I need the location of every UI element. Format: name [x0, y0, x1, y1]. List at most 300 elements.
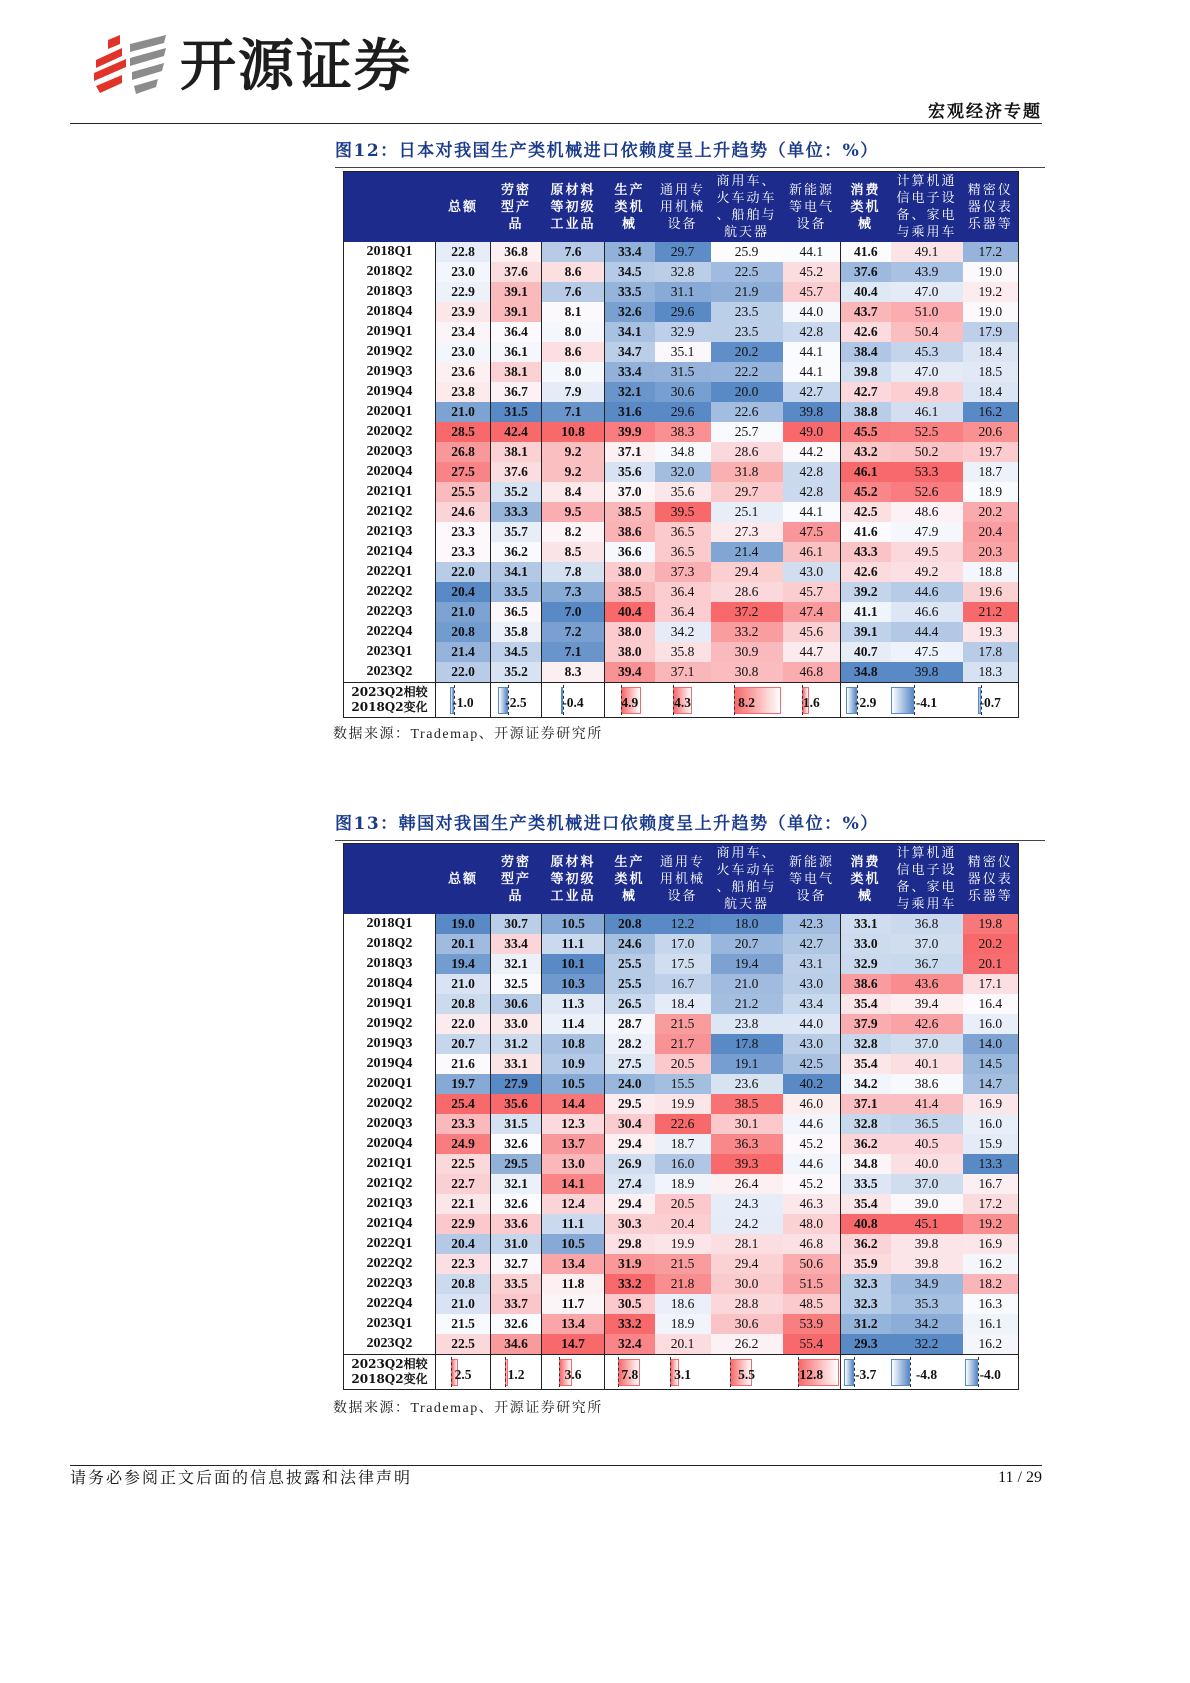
row-label: 2018Q3	[344, 954, 436, 974]
heatmap-cell: 36.5	[491, 602, 542, 622]
heatmap-cell: 42.6	[841, 562, 891, 582]
heatmap-cell: 13.3	[963, 1154, 1019, 1174]
heatmap-cell: 35.4	[841, 994, 891, 1014]
heatmap-cell: 35.2	[491, 482, 542, 502]
heatmap-cell: 42.7	[841, 382, 891, 402]
table-row	[344, 914, 1019, 934]
heatmap-cell: 36.4	[655, 582, 711, 602]
heatmap-cell: 45.7	[783, 582, 841, 602]
heatmap-cell: 53.9	[783, 1314, 841, 1334]
column-header-line: 类机	[850, 199, 881, 215]
heatmap-cell: 21.5	[655, 1254, 711, 1274]
heatmap-cell: 21.9	[711, 282, 783, 302]
change-cell	[655, 1355, 711, 1390]
change-cell	[436, 683, 491, 718]
change-cell	[605, 1355, 655, 1390]
change-value: -3.7	[855, 1367, 877, 1382]
change-cell	[542, 683, 605, 718]
heatmap-cell: 31.6	[605, 402, 655, 422]
column-header-line: 总额	[447, 199, 478, 215]
heatmap-cell: 27.4	[605, 1174, 655, 1194]
heatmap-cell: 7.2	[542, 622, 605, 642]
column-header-line: 类机	[850, 871, 881, 887]
row-label: 2020Q2	[344, 1094, 436, 1114]
heatmap-cell: 47.0	[891, 282, 963, 302]
table-row	[344, 1074, 1019, 1094]
heatmap-cell: 38.5	[605, 582, 655, 602]
column-header	[605, 844, 655, 915]
table-row	[344, 1294, 1019, 1314]
heatmap-cell: 35.6	[605, 462, 655, 482]
table-row	[344, 522, 1019, 542]
heatmap-cell: 32.8	[841, 1034, 891, 1054]
change-cell	[491, 683, 542, 718]
heatmap-cell: 35.4	[841, 1054, 891, 1074]
heatmap-cell: 12.3	[542, 1114, 605, 1134]
heatmap-cell: 23.6	[711, 1074, 783, 1094]
heatmap-cell: 34.6	[491, 1334, 542, 1355]
row-label: 2021Q4	[344, 542, 436, 562]
heatmap-cell: 36.2	[841, 1134, 891, 1154]
heatmap-cell: 34.5	[605, 262, 655, 282]
column-header	[542, 172, 605, 243]
heatmap-cell: 44.0	[783, 1014, 841, 1034]
heatmap-cell: 40.2	[783, 1074, 841, 1094]
heatmap-cell: 29.7	[711, 482, 783, 502]
heatmap-cell: 47.9	[891, 522, 963, 542]
row-label: 2022Q1	[344, 562, 436, 582]
brand-name: 开源证券	[180, 34, 412, 99]
change-label-line: 2023Q2相较	[351, 1357, 428, 1371]
table-row	[344, 1234, 1019, 1254]
heatmap-cell: 30.3	[605, 1214, 655, 1234]
heatmap-cell: 30.9	[711, 642, 783, 662]
heatmap-cell: 23.8	[436, 382, 491, 402]
heatmap-cell: 51.5	[783, 1274, 841, 1294]
heatmap-cell: 30.1	[711, 1114, 783, 1134]
heatmap-cell: 34.2	[891, 1314, 963, 1334]
table-row	[344, 362, 1019, 382]
heatmap-cell: 34.1	[491, 562, 542, 582]
heatmap-cell: 24.9	[436, 1134, 491, 1154]
heatmap-cell: 32.9	[841, 954, 891, 974]
change-cell	[783, 683, 841, 718]
heatmap-cell: 39.4	[891, 994, 963, 1014]
heatmap-cell: 30.8	[711, 662, 783, 683]
column-header	[891, 844, 963, 915]
heatmap-cell: 21.0	[436, 1294, 491, 1314]
heatmap-cell: 42.5	[783, 1054, 841, 1074]
column-header	[491, 844, 542, 915]
heatmap-cell: 22.6	[655, 1114, 711, 1134]
heatmap-cell: 17.9	[963, 322, 1019, 342]
heatmap-cell: 43.7	[841, 302, 891, 322]
heatmap-cell: 44.6	[891, 582, 963, 602]
change-value: 7.8	[621, 1367, 639, 1382]
heatmap-cell: 28.7	[605, 1014, 655, 1034]
korea-heatmap-table	[343, 843, 1019, 1390]
heatmap-cell: 8.6	[542, 342, 605, 362]
data-bar-box	[783, 1355, 841, 1389]
heatmap-cell: 20.8	[436, 1274, 491, 1294]
heatmap-cell: 25.5	[605, 974, 655, 994]
column-header-line: 劳密	[500, 182, 531, 198]
heatmap-cell: 37.1	[655, 662, 711, 683]
row-label: 2022Q2	[344, 1254, 436, 1274]
heatmap-cell: 18.9	[655, 1314, 711, 1334]
heatmap-cell: 11.3	[542, 994, 605, 1014]
heatmap-cell: 29.5	[491, 1154, 542, 1174]
heatmap-cell: 50.2	[891, 442, 963, 462]
data-bar-box	[605, 1355, 655, 1389]
heatmap-cell: 19.8	[963, 914, 1019, 934]
heatmap-cell: 7.8	[542, 562, 605, 582]
heatmap-cell: 38.6	[841, 974, 891, 994]
heatmap-cell: 44.2	[783, 442, 841, 462]
heatmap-cell: 32.1	[605, 382, 655, 402]
row-label: 2021Q1	[344, 1154, 436, 1174]
heatmap-cell: 42.8	[783, 482, 841, 502]
heatmap-cell: 37.6	[491, 262, 542, 282]
heatmap-cell: 21.0	[436, 974, 491, 994]
heatmap-cell: 35.7	[491, 522, 542, 542]
heatmap-cell: 21.7	[655, 1034, 711, 1054]
heatmap-cell: 39.0	[891, 1194, 963, 1214]
heatmap-cell: 31.1	[655, 282, 711, 302]
table-row	[344, 282, 1019, 302]
heatmap-cell: 18.2	[963, 1274, 1019, 1294]
heatmap-cell: 40.7	[841, 642, 891, 662]
heatmap-cell: 32.7	[491, 1254, 542, 1274]
heatmap-cell: 42.8	[783, 462, 841, 482]
data-bar-box	[605, 683, 655, 717]
change-value: -0.7	[979, 695, 1001, 710]
heatmap-cell: 32.2	[891, 1334, 963, 1355]
heatmap-cell: 8.4	[542, 482, 605, 502]
heatmap-cell: 21.0	[436, 602, 491, 622]
heatmap-cell: 17.2	[963, 242, 1019, 262]
column-header-line: 与乘用车	[896, 897, 957, 912]
heatmap-cell: 28.8	[711, 1294, 783, 1314]
heatmap-cell: 17.0	[655, 934, 711, 954]
heatmap-cell: 25.1	[711, 502, 783, 522]
heatmap-cell: 7.6	[542, 282, 605, 302]
heatmap-cell: 13.4	[542, 1314, 605, 1334]
column-header-line: 械	[621, 888, 637, 904]
column-header-line: 等初级	[550, 871, 596, 887]
heatmap-cell: 45.1	[891, 1214, 963, 1234]
heatmap-cell: 52.5	[891, 422, 963, 442]
heatmap-cell: 45.5	[841, 422, 891, 442]
heatmap-cell: 45.3	[891, 342, 963, 362]
heatmap-cell: 28.2	[605, 1034, 655, 1054]
change-value: -4.1	[915, 695, 938, 710]
change-row	[344, 1355, 1019, 1390]
heatmap-cell: 45.6	[783, 622, 841, 642]
column-header-line: 器仪表	[967, 871, 1013, 887]
column-header-line: 用机械	[659, 199, 705, 215]
heatmap-cell: 21.4	[436, 642, 491, 662]
row-label: 2018Q4	[344, 974, 436, 994]
heatmap-cell: 18.4	[963, 382, 1019, 402]
heatmap-cell: 39.3	[711, 1154, 783, 1174]
heatmap-cell: 44.1	[783, 502, 841, 522]
heatmap-cell: 11.7	[542, 1294, 605, 1314]
heatmap-cell: 14.4	[542, 1094, 605, 1114]
row-label: 2019Q4	[344, 1054, 436, 1074]
heatmap-cell: 32.5	[491, 974, 542, 994]
change-cell	[841, 683, 891, 718]
heatmap-cell: 44.6	[783, 1154, 841, 1174]
heatmap-cell: 30.5	[605, 1294, 655, 1314]
heatmap-cell: 36.7	[891, 954, 963, 974]
change-cell	[963, 1355, 1019, 1390]
heatmap-cell: 31.2	[841, 1314, 891, 1334]
column-header-line: 类机	[614, 871, 645, 887]
heatmap-cell: 16.9	[963, 1094, 1019, 1114]
table-row	[344, 482, 1019, 502]
heatmap-cell: 43.3	[841, 542, 891, 562]
data-bar-box	[542, 1355, 604, 1389]
heatmap-cell: 16.0	[963, 1014, 1019, 1034]
heatmap-cell: 35.6	[655, 482, 711, 502]
heatmap-cell: 37.0	[891, 934, 963, 954]
heatmap-cell: 20.7	[711, 934, 783, 954]
heatmap-cell: 33.4	[491, 934, 542, 954]
heatmap-cell: 30.6	[655, 382, 711, 402]
heatmap-cell: 40.4	[605, 602, 655, 622]
table-row	[344, 1134, 1019, 1154]
column-header	[841, 844, 891, 915]
heatmap-cell: 26.9	[605, 1154, 655, 1174]
heatmap-cell: 17.2	[963, 1194, 1019, 1214]
heatmap-cell: 38.6	[891, 1074, 963, 1094]
heatmap-cell: 36.3	[711, 1134, 783, 1154]
heatmap-cell: 23.0	[436, 262, 491, 282]
data-bar-box	[542, 683, 604, 717]
heatmap-cell: 38.0	[605, 642, 655, 662]
table-row	[344, 1154, 1019, 1174]
heatmap-cell: 22.0	[436, 562, 491, 582]
table-row	[344, 1274, 1019, 1294]
heatmap-cell: 20.2	[711, 342, 783, 362]
heatmap-cell: 19.6	[963, 582, 1019, 602]
heatmap-cell: 26.2	[711, 1334, 783, 1355]
column-header-line: 型产	[500, 871, 531, 887]
heatmap-cell: 35.9	[841, 1254, 891, 1274]
change-cell	[841, 1355, 891, 1390]
heatmap-cell: 33.5	[605, 282, 655, 302]
change-value: -4.8	[915, 1367, 938, 1382]
heatmap-cell: 22.0	[436, 662, 491, 683]
column-header-line: 器仪表	[967, 199, 1013, 215]
data-bar-box	[891, 683, 963, 717]
heatmap-cell: 33.6	[491, 1214, 542, 1234]
heatmap-cell: 30.7	[491, 914, 542, 934]
figure-title: 图12：日本对我国生产类机械进口依赖度呈上升趋势（单位：%）	[335, 141, 879, 161]
heatmap-cell: 10.5	[542, 1074, 605, 1094]
heatmap-cell: 23.5	[711, 322, 783, 342]
heatmap-cell: 10.1	[542, 954, 605, 974]
heatmap-cell: 15.9	[963, 1134, 1019, 1154]
heatmap-cell: 16.1	[963, 1314, 1019, 1334]
heatmap-cell: 46.1	[891, 402, 963, 422]
row-label: 2020Q1	[344, 1074, 436, 1094]
change-row	[344, 683, 1019, 718]
heatmap-cell: 44.1	[783, 242, 841, 262]
heatmap-cell: 34.8	[841, 1154, 891, 1174]
heatmap-cell: 21.6	[436, 1054, 491, 1074]
heatmap-cell: 49.2	[891, 562, 963, 582]
heatmap-cell: 28.6	[711, 582, 783, 602]
heatmap-cell: 37.2	[711, 602, 783, 622]
heatmap-cell: 50.4	[891, 322, 963, 342]
heatmap-cell: 36.2	[841, 1234, 891, 1254]
table-row	[344, 562, 1019, 582]
row-label: 2022Q2	[344, 582, 436, 602]
heatmap-cell: 35.4	[841, 1194, 891, 1214]
heatmap-cell: 11.8	[542, 1274, 605, 1294]
heatmap-cell: 15.5	[655, 1074, 711, 1094]
heatmap-cell: 44.1	[783, 362, 841, 382]
heatmap-cell: 37.3	[655, 562, 711, 582]
heatmap-cell: 11.1	[542, 1214, 605, 1234]
row-label: 2023Q1	[344, 1314, 436, 1334]
row-label: 2021Q2	[344, 1174, 436, 1194]
heatmap-cell: 33.0	[491, 1014, 542, 1034]
heatmap-cell: 43.2	[841, 442, 891, 462]
heatmap-cell: 31.2	[491, 1034, 542, 1054]
heatmap-cell: 19.0	[436, 914, 491, 934]
heatmap-cell: 21.5	[436, 1314, 491, 1334]
change-value: 2.5	[454, 1367, 472, 1382]
heatmap-table	[343, 843, 1019, 1390]
heatmap-cell: 12.4	[542, 1194, 605, 1214]
row-label: 2018Q1	[344, 242, 436, 262]
figure-divider	[335, 840, 1045, 841]
heatmap-cell: 32.1	[491, 954, 542, 974]
heatmap-cell: 50.6	[783, 1254, 841, 1274]
heatmap-cell: 33.2	[605, 1314, 655, 1334]
heatmap-cell: 25.4	[436, 1094, 491, 1114]
row-label: 2019Q2	[344, 342, 436, 362]
row-label: 2021Q1	[344, 482, 436, 502]
table-row	[344, 974, 1019, 994]
column-header-line: 生产	[614, 182, 645, 198]
heatmap-cell: 21.0	[436, 402, 491, 422]
column-header-line: 械	[621, 216, 637, 232]
heatmap-cell: 30.0	[711, 1274, 783, 1294]
heatmap-cell: 45.2	[783, 262, 841, 282]
heatmap-cell: 33.5	[491, 1274, 542, 1294]
heatmap-cell: 21.4	[711, 542, 783, 562]
heatmap-cell: 31.5	[655, 362, 711, 382]
column-header-line: 原材料	[550, 182, 596, 198]
change-cell	[891, 1355, 963, 1390]
heatmap-cell: 20.1	[963, 954, 1019, 974]
heatmap-cell: 22.1	[436, 1194, 491, 1214]
column-header-line: 备、家电	[896, 880, 957, 895]
table-row	[344, 342, 1019, 362]
heatmap-cell: 14.5	[963, 1054, 1019, 1074]
heatmap-cell: 20.6	[963, 422, 1019, 442]
heatmap-cell: 33.4	[605, 362, 655, 382]
heatmap-cell: 45.2	[841, 482, 891, 502]
column-header-line: 新能源	[788, 182, 834, 198]
heatmap-cell: 33.3	[491, 502, 542, 522]
table-row	[344, 1214, 1019, 1234]
column-header-line: 设备	[667, 216, 698, 232]
figure-source: 数据来源：Trademap、开源证券研究所	[333, 1401, 603, 1416]
column-header-line: 原材料	[550, 854, 596, 870]
heatmap-cell: 25.9	[711, 242, 783, 262]
heatmap-cell: 19.0	[963, 302, 1019, 322]
heatmap-cell: 30.4	[605, 1114, 655, 1134]
heatmap-cell: 21.0	[711, 974, 783, 994]
row-label: 2019Q3	[344, 362, 436, 382]
table-row	[344, 1014, 1019, 1034]
column-header-line: 计算机通	[896, 174, 957, 189]
header-corner-cell	[344, 844, 436, 915]
column-header-line: 火车动车	[716, 191, 777, 206]
table-row	[344, 502, 1019, 522]
table-row	[344, 662, 1019, 683]
heatmap-cell: 19.4	[436, 954, 491, 974]
heatmap-cell: 22.3	[436, 1254, 491, 1274]
heatmap-cell: 19.2	[963, 282, 1019, 302]
heatmap-cell: 9.5	[542, 502, 605, 522]
table-row	[344, 994, 1019, 1014]
data-bar-box	[963, 683, 1019, 717]
heatmap-cell: 44.1	[783, 342, 841, 362]
heatmap-cell: 31.8	[711, 462, 783, 482]
heatmap-cell: 12.2	[655, 914, 711, 934]
heatmap-cell: 21.5	[655, 1014, 711, 1034]
heatmap-cell: 20.1	[436, 934, 491, 954]
heatmap-cell: 47.5	[891, 642, 963, 662]
heatmap-cell: 46.6	[891, 602, 963, 622]
heatmap-cell: 38.6	[605, 522, 655, 542]
column-header-line: 备、家电	[896, 208, 957, 223]
heatmap-cell: 32.6	[605, 302, 655, 322]
change-value: 1.6	[802, 695, 820, 710]
heatmap-cell: 36.8	[491, 242, 542, 262]
column-header-line: 设备	[667, 888, 698, 904]
change-cell	[963, 683, 1019, 718]
heatmap-cell: 18.9	[655, 1174, 711, 1194]
heatmap-cell: 35.8	[491, 622, 542, 642]
heatmap-cell: 36.1	[491, 342, 542, 362]
table-row	[344, 402, 1019, 422]
row-label: 2022Q1	[344, 1234, 436, 1254]
row-label: 2023Q2	[344, 1334, 436, 1355]
heatmap-cell: 23.4	[436, 322, 491, 342]
heatmap-cell: 20.0	[711, 382, 783, 402]
change-row-label	[344, 1355, 436, 1390]
heatmap-cell: 8.5	[542, 542, 605, 562]
row-label: 2020Q3	[344, 1114, 436, 1134]
heatmap-cell: 16.2	[963, 1254, 1019, 1274]
column-header-line: 消费	[850, 854, 881, 870]
heatmap-cell: 29.4	[711, 562, 783, 582]
row-label: 2022Q4	[344, 1294, 436, 1314]
table-row	[344, 622, 1019, 642]
change-value: 12.8	[799, 1367, 824, 1382]
japan-heatmap-table	[343, 171, 1019, 718]
heatmap-cell: 30.6	[711, 1314, 783, 1334]
row-label: 2020Q4	[344, 1134, 436, 1154]
heatmap-cell: 17.8	[711, 1034, 783, 1054]
